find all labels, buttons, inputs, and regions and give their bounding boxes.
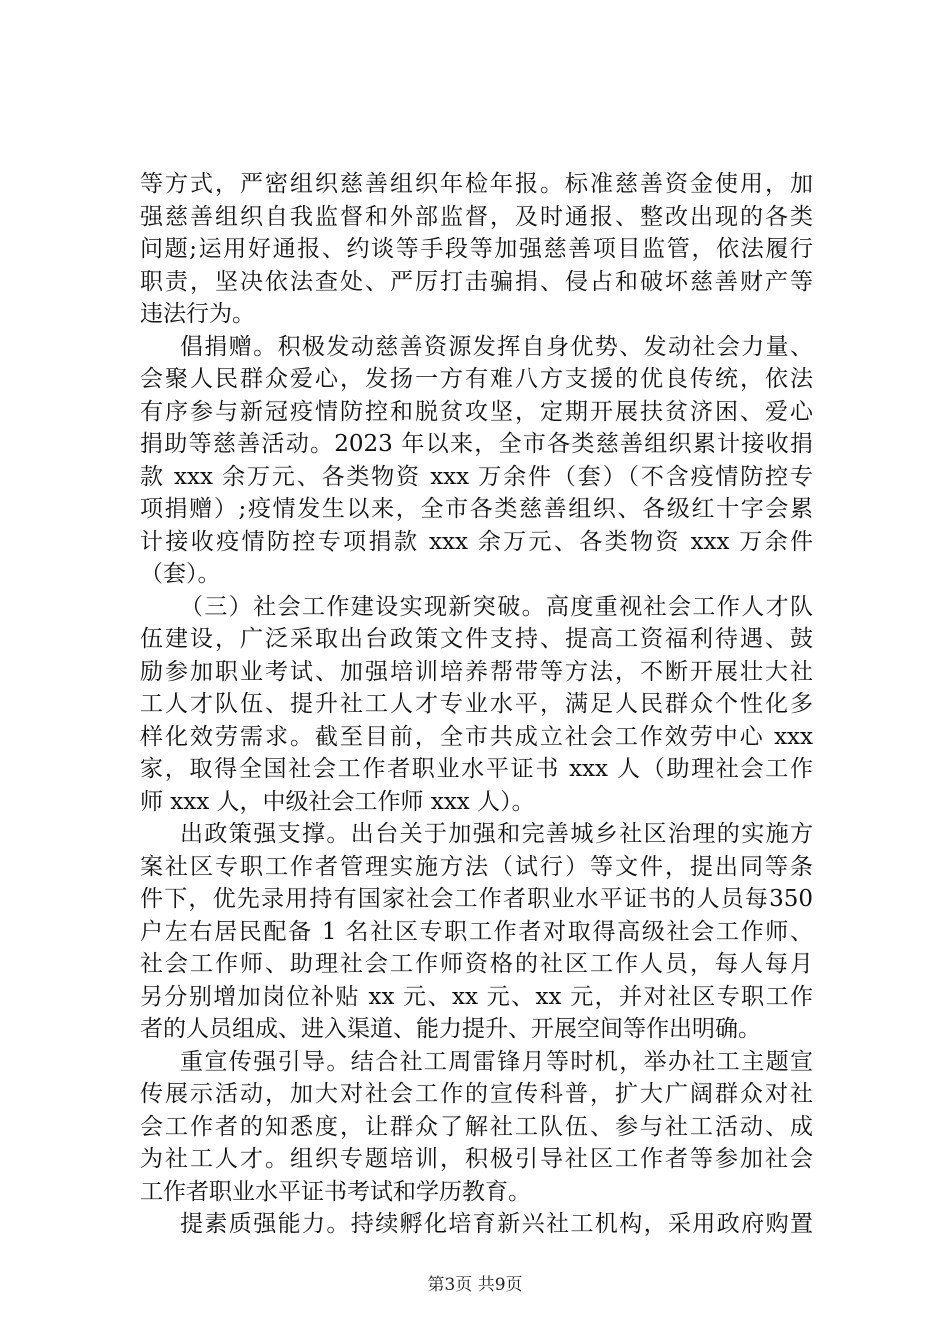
text-line: 师 xxx 人，中级社会工作师 xxx 人）。 (140, 788, 535, 815)
text-line: 励参加职业考试、加强培训培养帮带等方法，不断开展壮大社 (140, 658, 813, 685)
text-line: 工人才队伍、提升社工人才专业水平，满足人民群众个性化多 (140, 691, 813, 717)
paragraph (140, 168, 813, 331)
paragraph (140, 818, 813, 1046)
text-line: 样化效劳需求。截至目前，全市共成立社会工作效劳中心 xxx (140, 723, 813, 750)
text-line: 户左右居民配备 1 名社区专职工作者对取得高级社会工作师、 (140, 918, 813, 945)
text-line: 者的人员组成、进入渠道、能力提升、开展空间等作出明确。 (140, 1016, 761, 1042)
text-line: （三）社会工作建设实现新突破。高度重视社会工作人才队 (180, 593, 813, 620)
text-line: 伍建设，广泛采取出台政策文件支持、提高工资福利待遇、鼓 (140, 626, 813, 652)
text-line: 为社工人才。组织专题培训，积极引导社区工作者等参加社会 (140, 1146, 813, 1172)
text-line: 另分别增加岗位补贴 xx 元、xx 元、xx 元，并对社区专职工作 (140, 983, 813, 1010)
text-line: 件下，优先录用持有国家社会工作者职业水平证书的人员每350 (140, 886, 813, 912)
text-line: 计接收疫情防控专项捐款 xxx 余万元、各类物资 xxx 万余件 (140, 528, 813, 555)
text-line: 重宣传强引导。结合社工周雷锋月等时机，举办社工主题宣 (180, 1048, 813, 1075)
document-body (140, 168, 813, 1241)
text-line: 会聚人民群众爱心，发扬一方有难八方支援的优良传统，依法 (140, 366, 813, 392)
paragraph (140, 591, 813, 819)
text-line: （套）。 (140, 561, 221, 587)
text-line: 有序参与新冠疫情防控和脱贫攻坚，定期开展扶贫济困、爱心 (140, 398, 813, 425)
text-line: 社会工作师、助理社会工作师资格的社区工作人员，每人每月 (140, 951, 813, 977)
page-number-footer: 第3页 共9页 (427, 1275, 523, 1295)
text-line: 项捐赠）;疫情发生以来，全市各类慈善组织、各级红十字会累 (140, 496, 813, 522)
text-line: 传展示活动，加大对社会工作的宣传科普，扩大广阔群众对社 (140, 1081, 813, 1107)
text-line: 问题;运用好通报、约谈等手段等加强慈善项目监管，依法履行 (140, 236, 813, 262)
text-line: 工作者职业水平证书考试和学历教育。 (140, 1178, 531, 1205)
text-line: 捐助等慈善活动。2023 年以来，全市各类慈善组织累计接收捐 (140, 431, 813, 457)
text-line: 职责，坚决依法查处、严厉打击骗捐、侵占和破坏慈善财产等 (140, 268, 813, 295)
paragraph (140, 1046, 813, 1209)
text-line: 违法行为。 (140, 301, 255, 327)
text-line: 会工作者的知悉度，让群众了解社工队伍、参与社工活动、成 (140, 1113, 813, 1140)
text-line: 出政策强支撑。出台关于加强和完善城乡社区治理的实施方 (180, 821, 813, 847)
text-line: 家，取得全国社会工作者职业水平证书 xxx 人（助理社会工作 (140, 756, 813, 782)
text-line: 等方式，严密组织慈善组织年检年报。标准慈善资金使用，加 (140, 171, 813, 197)
text-line: 提素质强能力。持续孵化培育新兴社工机构，采用政府购置 (180, 1211, 813, 1237)
text-line: 强慈善组织自我监督和外部监督，及时通报、整改出现的各类 (140, 203, 813, 230)
paragraph (140, 1208, 813, 1241)
text-line: 案社区专职工作者管理实施方法（试行）等文件，提出同等条 (140, 853, 813, 880)
text-line: 倡捐赠。积极发动慈善资源发挥自身优势、发动社会力量、 (180, 333, 813, 360)
paragraph (140, 331, 813, 591)
text-line: 款 xxx 余万元、各类物资 xxx 万余件（套）（不含疫情防控专 (140, 463, 813, 490)
